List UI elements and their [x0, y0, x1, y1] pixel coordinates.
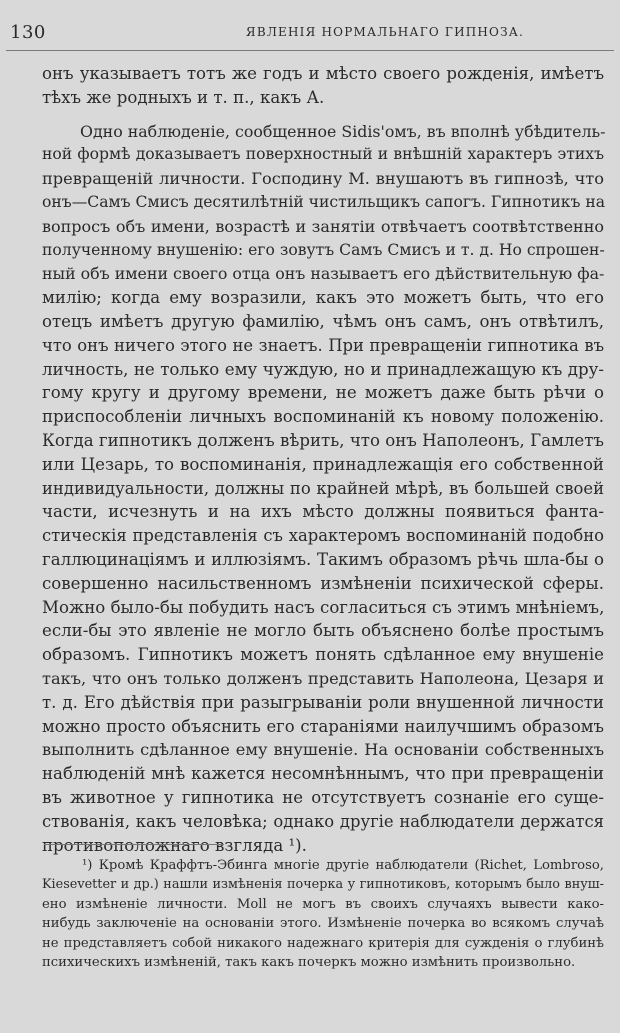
body-text [42, 62, 604, 857]
paragraph-gap [42, 110, 604, 120]
text-line: ствованія, какъ человѣка; однако другіе наблюдатели держатся [42, 811, 604, 831]
text-line: выполнить сдѣланное ему внушеніе. На основаніи собственныхъ [42, 740, 604, 760]
text-line: отецъ имѣетъ другую фамилію, чѣмъ онъ самъ, онъ отвѣтилъ, [42, 311, 604, 331]
text-line: Когда гипнотикъ долженъ вѣрить, что онъ Наполеонъ, Гамлетъ [42, 430, 604, 450]
text-line: онъ—Самъ Смисъ десятилѣтній чистильщикъ сапогъ. Гипнотикъ на [42, 192, 606, 211]
text-line: индивидуальности, должны по крайней мѣрѣ, въ большей своей [42, 478, 604, 498]
footnote-line: не представляетъ собой никакого надежнаго критерія для сужденія о глубинѣ [42, 935, 604, 951]
text-line: или Цезарь, то воспоминанія, принадлежащія его собственной [42, 454, 604, 474]
text-line: совершенно насильственномъ измѣненіи психической сферы. [42, 573, 604, 593]
text-line: вопросъ объ имени, возрастѣ и занятіи отвѣчаетъ соотвѣтственно [42, 216, 604, 236]
text-line: противоположнаго взгляда ¹). [42, 835, 307, 855]
text-line: ной формѣ доказываетъ поверхностный и внѣшній характеръ этихъ [42, 145, 604, 164]
page-number: 130 [10, 22, 46, 43]
text-line: части, исчезнуть и на ихъ мѣсто должны появиться фанта- [42, 502, 604, 522]
footnotes [42, 856, 604, 972]
text-line: ный объ имени своего отца онъ называетъ его дѣйствительную фа- [42, 264, 605, 284]
footnote-line: ¹) Кромѣ Краффтъ-Эбинга многіе другіе наблюдатели (Richet, Lombroso, [82, 858, 604, 873]
text-line: милію; когда ему возразили, какъ это можетъ быть, что его [42, 288, 604, 308]
text-line: образомъ. Гипнотикъ можетъ понять сдѣланное ему внушеніе [42, 645, 604, 665]
text-line: такъ, что онъ только долженъ представить Наполеона, Цезаря и [42, 668, 604, 688]
text-line: онъ указываетъ тотъ же годъ и мѣсто своего рожденія, имѣетъ [42, 64, 604, 83]
text-line: приспособленіи личныхъ воспоминаній къ новому положенію. [42, 407, 604, 427]
text-line: превращеній личности. Господину М. внушаютъ въ гипнозѣ, что [42, 169, 604, 189]
text-line: гому кругу и другому времени, не можетъ даже быть рѣчи о [42, 383, 604, 403]
running-title: ЯВЛЕНІЯ НОРМАЛЬНАГО ГИПНОЗА. [245, 25, 525, 39]
header-divider [6, 50, 614, 51]
text-line: личность, не только ему чуждую, но и принадлежащую къ дру- [42, 359, 604, 379]
text-line: т. д. Его дѣйствія при разыгрываніи роли внушенной личности [42, 692, 604, 712]
footnote-line: нибудь заключеніе на основаніи этого. Измѣненіе почерка во всякомъ случаѣ [42, 916, 604, 932]
text-line: наблюденій мнѣ кажется несомнѣннымъ, что при превращеніи [42, 764, 604, 784]
text-line: полученному внушенію: его зовутъ Самъ Смисъ и т. д. Но спрошен- [42, 240, 605, 259]
text-line: Можно было-бы побудить насъ согласиться съ этимъ мнѣніемъ, [42, 597, 605, 617]
footnote-line: Kiesevetter и др.) нашли измѣненія почерка у гипнотиковъ, которымъ было внуш- [42, 877, 604, 893]
footnote-divider [44, 844, 224, 845]
text-line: тѣхъ же родныхъ и т. п., какъ А. [42, 87, 325, 107]
text-line: Одно наблюденіе, сообщенное Sidis'омъ, въ вполнѣ убѣдитель- [80, 121, 606, 141]
text-line: что онъ ничего этого не знаетъ. При превращеніи гипнотика въ [42, 335, 604, 355]
text-line: можно просто объяснить его стараніями наилучшимъ образомъ [42, 716, 604, 736]
footnote-line: ено измѣненіе личности. Moll не могъ въ своихъ случаяхъ вывести како- [42, 896, 604, 912]
page-header [10, 22, 610, 46]
text-line: если-бы это явленіе не могло быть объяснено болѣе простымъ [42, 621, 604, 641]
text-line: стическія представленія съ характеромъ воспоминаній подобно [42, 526, 604, 546]
text-line: галлюцинаціямъ и иллюзіямъ. Такимъ образомъ рѣчь шла-бы о [42, 549, 604, 569]
text-line: въ животное у гипнотика не отсутствуетъ сознаніе его суще- [42, 787, 604, 807]
footnote-line: психическихъ измѣненій, такъ какъ почеркъ можно измѣнить произвольно. [42, 955, 576, 971]
